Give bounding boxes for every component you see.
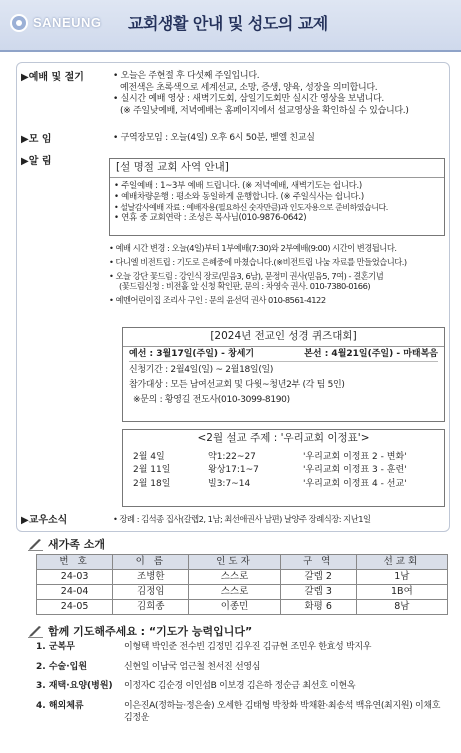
members-label: ▶교우소식 <box>21 515 68 526</box>
sermon-date: 2월 18일 <box>133 479 171 490</box>
quiz-box-title: [2024년 전교인 성경 퀴즈대회] <box>123 328 444 347</box>
sermon-topic: '우리교회 이정표 4 - 선교' <box>303 479 407 490</box>
table-header-row <box>37 555 448 570</box>
table-cell: 스스로 <box>189 570 280 585</box>
church-logo-icon <box>10 14 28 32</box>
notice-line: • 다니엘 비전트립 : 기도로 은혜중에 마쳤습니다.(※비전트립 나눔 자료를 만들었습니다.) <box>109 256 407 267</box>
prayer-list <box>36 642 450 732</box>
table-cell: 화평 6 <box>280 600 356 615</box>
quiz-prelim: 예선 : 3월17일(주일) - 창세기 <box>129 348 255 359</box>
holiday-line: • 예배차량운행 : 평소와 동일하게 운행합니다. (※ 주일식사는 쉽니다.) <box>114 191 364 202</box>
list-item <box>36 662 450 674</box>
prayer-names: 이형택 박인준 전수빈 김정민 김우진 김규현 조민우 한효성 박지우 <box>124 642 372 652</box>
meeting-line: • 구역장모임 : 오늘(4일) 오후 6시 50분, 벧엘 친교실 <box>113 133 315 143</box>
table-row <box>37 585 448 600</box>
notice-line: • 예멘어린이집 조리사 구인 : 문의 윤선덕 권사 010-8561-4122 <box>109 295 326 306</box>
table-cell: 갈렙 3 <box>280 585 356 600</box>
brand-name: SANEUNG <box>33 14 102 30</box>
prayer-category: 1. 군복무 <box>36 642 75 652</box>
newcomers-title: 새가족 소개 <box>48 538 105 551</box>
quiz-contact: ※문의 : 황영길 전도사(010-3099-8190) <box>133 394 290 405</box>
notice-label: ▶알 림 <box>21 156 52 167</box>
worship-line: • 실시간 예배 영상 : 새벽기도회, 삼일기도회만 실시간 영상을 보냅니다. <box>113 94 384 105</box>
sermon-row <box>133 478 407 492</box>
list-item <box>36 681 450 693</box>
sermon-box-title: <2월 설교 주제 : '우리교회 이정표'> <box>197 432 370 444</box>
table-cell: 24-05 <box>37 600 113 615</box>
quiz-period: 신청기간 : 2월4일(일) ~ 2월18일(일) <box>129 365 274 376</box>
sermon-text: 빌3:7~14 <box>208 479 251 490</box>
worship-line: • 오늘은 주현절 후 다섯째 주일입니다. <box>113 71 260 81</box>
sermon-row <box>133 451 407 465</box>
worship-label: ▶예배 및 절기 <box>21 72 84 83</box>
worship-line: 예전색은 초록색으로 세계선교, 소망, 증생, 양육, 성장을 의미합니다. <box>120 82 378 93</box>
column-header: 번 호 <box>37 555 113 570</box>
table-cell: 24-04 <box>37 585 113 600</box>
table-cell: 김희종 <box>113 600 189 615</box>
table-cell: 1남 <box>356 570 447 585</box>
prayer-category: 3. 재택·요양(병원) <box>36 681 113 692</box>
column-header: 이 름 <box>113 555 189 570</box>
table-cell: 스스로 <box>189 585 280 600</box>
prayer-names: 이은진A(정하늘·정은솔) 오세한 김태형 박창화 박채환·최송석 백유연(최지원) 이채호 김정운 <box>124 701 441 723</box>
prayer-category: 2. 수술·입원 <box>36 661 88 672</box>
table-cell: 김정임 <box>113 585 189 600</box>
list-item <box>36 701 450 724</box>
holiday-line: • 주일예배 : 1~3부 예배 드립니다. (※ 저녁예배, 새벽기도는 쉽니다.) <box>114 180 362 191</box>
notice-lines <box>109 243 447 306</box>
pen-icon <box>28 626 44 638</box>
table-cell: 갈렙 2 <box>280 570 356 585</box>
table-cell: 1B여 <box>356 585 447 600</box>
meeting-label: ▶모 임 <box>21 134 52 145</box>
newcomers-heading <box>28 538 105 552</box>
holiday-box <box>109 158 445 236</box>
column-header: 선교회 <box>356 555 447 570</box>
sermon-table <box>133 451 407 492</box>
sermon-date: 2월 4일 <box>133 451 165 462</box>
list-item <box>36 642 450 654</box>
brand <box>10 10 115 36</box>
holiday-line: • 연휴 중 교회연락 : 조성은 목사님(010-9876-0642) <box>114 213 307 224</box>
quiz-final: 본선 : 4월21일(주일) - 마태복음 <box>304 348 438 359</box>
table-row <box>37 570 448 585</box>
notice-line: (꽃드림신청 : 비전홀 앞 신청 확인판, 문의 : 차영숙 권사. 010-7380-0166) <box>119 281 371 292</box>
sermon-topic: '우리교회 이정표 2 - 변화' <box>303 451 407 462</box>
notice-panel <box>16 62 450 532</box>
members-line: • 장례 : 김석종 집사(갈렙2, 1남; 최선애권사 남편) 날양주 장례식장: 지난1일 <box>113 514 371 524</box>
quiz-eligibility: 참가대상 : 모든 남여선교회 및 다윗~청년2부 (각 팀 5인) <box>129 380 345 391</box>
table-cell: 8남 <box>356 600 447 615</box>
column-header: 인도자 <box>189 555 280 570</box>
notice-line: • 오늘 강단 꽃드림 : 강인식 장로(믿음3, 6남), 문정미 권사(믿음5, 7여) - 결혼기념 <box>109 270 384 281</box>
holiday-box-title: [설 명절 교회 사역 안내] <box>110 159 444 178</box>
sermon-topic: '우리교회 이정표 3 - 훈련' <box>303 465 407 476</box>
table-cell: 이종민 <box>189 600 280 615</box>
prayer-title: 함께 기도해주세요 : “기도가 능력입니다” <box>48 625 253 638</box>
table-cell: 조병한 <box>113 570 189 585</box>
column-header: 구 역 <box>280 555 356 570</box>
table-cell: 24-03 <box>37 570 113 585</box>
newcomers-table <box>36 554 448 615</box>
worship-line: (※ 주일낮예배, 저녁예배는 홈페이지에서 설교영상을 확인하실 수 있습니다.) <box>120 106 409 117</box>
sermon-row <box>133 464 407 478</box>
table-row <box>37 600 448 615</box>
prayer-names: 이정자C 김순경 이인섭B 이보경 김은하 정순금 최선호 이현옥 <box>124 681 356 692</box>
sermon-text: 왕상17:1~7 <box>208 465 259 476</box>
quiz-box <box>122 327 445 422</box>
notice-line: • 예배 시간 변경 : 오늘(4일)부터 1부예배(7:30)와 2부예배(9:00) 시간이 변경됩니다. <box>109 243 397 253</box>
prayer-names: 신현일 이남국 엄근철 천서진 선영심 <box>124 661 261 672</box>
sermon-box <box>122 429 445 507</box>
prayer-category: 4. 해외체류 <box>36 701 84 712</box>
prayer-heading <box>28 625 252 639</box>
sermon-text: 약1:22~27 <box>208 451 256 462</box>
sermon-date: 2월 11일 <box>133 465 171 476</box>
holiday-line: • 설날감사예배 자료 : 예배자용(필요하신 숫자만큼)과 인도자용으로 준비하였습니다. <box>114 202 388 212</box>
pen-icon <box>28 539 44 551</box>
page-header <box>0 0 461 52</box>
page-title: 교회생활 안내 및 성도의 교제 <box>128 14 328 33</box>
